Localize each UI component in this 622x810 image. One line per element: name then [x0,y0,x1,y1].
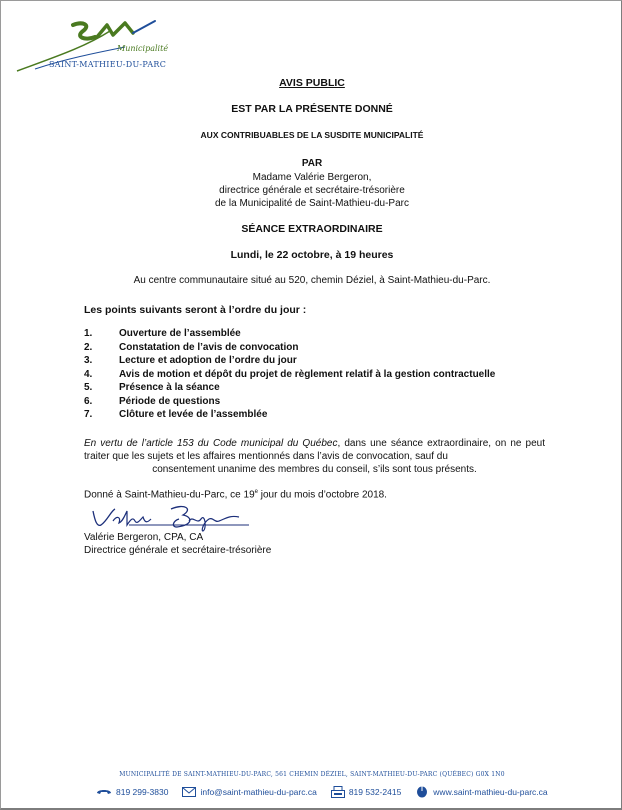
legal-text: peut traiter que les sujets et les affaires mentionnés dans l’avis de convocation, sauf du [84,438,546,462]
footer-website[interactable] [415,786,547,798]
mouse-icon [415,786,429,798]
issued-line [84,489,387,500]
agenda-item-text: Constatation de l’avis de convocation [119,341,299,353]
legal-paragraph [84,437,545,476]
agenda-item-text: Lecture et adoption de l’ordre du jour [119,355,297,366]
footer-website-text: www.saint-mathieu-du-parc.ca [433,787,548,797]
agenda-item-number: 6. [84,395,93,407]
issued-suffix: jour du mois d’octobre 2018. [258,489,387,501]
agenda-item-text: Avis de motion et dépôt du projet de règlement relatif à la gestion contractuelle [119,368,496,380]
logo-name: SAINT-MATHIEU-DU-PARC [49,60,167,69]
agenda-item-number: 7. [84,409,93,420]
municipality-logo [15,17,175,75]
sender-line: de la Municipalité de Saint-Mathieu-du-Parc [215,198,409,209]
legal-text: consentement unanime des membres du conseil, s’ils sont tous présents. [152,464,477,475]
meeting-type: SÉANCE EXTRAORDINAIRE [241,223,383,235]
sender-block [1,171,622,210]
handwritten-signature [89,501,259,533]
legal-text: , dans une séance extraordinaire, on ne [337,438,522,449]
sender-line: directrice générale et secrétaire-trésorière [219,185,405,196]
signer-name: Valérie Bergeron, CPA, CA [84,532,204,543]
footer-email[interactable] [182,787,316,797]
footer-fax-text: 819 532-2415 [348,787,402,797]
footer-contacts [96,785,562,799]
legal-reference: En vertu de l’article 153 du Code municipal du Québec [84,438,338,449]
agenda-item-number: 1. [84,328,93,339]
footer-fax [331,786,401,798]
agenda-item-number: 5. [84,382,93,393]
meeting-location: Au centre communautaire situé au 520, chemin Déziel, à Saint-Mathieu-du-Parc. [133,275,491,286]
sender-line: Madame Valérie Bergeron, [252,172,372,183]
agenda-item-text: Clôture et levée de l’assemblée [119,409,268,420]
notice-title: AVIS PUBLIC [279,77,345,89]
notice-by: PAR [301,158,323,169]
signer-title: Directrice générale et secrétaire-trésorière [84,545,272,556]
logo-subtitle: Municipalité [117,44,169,53]
footer-phone [96,787,168,797]
issued-superscript: e [254,489,258,495]
meeting-date: Lundi, le 22 octobre, à 19 heures [230,249,394,261]
signer-block [84,531,271,557]
agenda-item-text: Présence à la séance [119,382,220,393]
agenda-item-number: 2. [84,341,93,353]
issued-prefix: Donné à Saint-Mathieu-du-Parc, ce 19 [84,489,255,501]
envelope-icon [182,787,196,797]
agenda-item-text: Période de questions [119,395,221,407]
footer-email-text: info@saint-mathieu-du-parc.ca [200,787,317,797]
agenda-intro: Les points suivants seront à l’ordre du jour : [84,304,307,316]
notice-recipients: AUX CONTRIBUABLES DE LA SUSDITE MUNICIPALITÉ [200,130,424,140]
agenda-item-number: 4. [84,368,93,380]
footer-address: MUNICIPALITÉ DE SAINT-MATHIEU-DU-PARC, 561 CHEMIN DÉZIEL, SAINT-MATHIEU-DU-PARC (QUÉBEC) G0X 1N0 [119,771,505,778]
agenda-item-text: Ouverture de l’assemblée [119,328,241,339]
notice-heading: EST PAR LA PRÉSENTE DONNÉ [231,103,393,115]
phone-icon [96,787,112,797]
agenda-item-number: 3. [84,355,93,366]
fax-icon [331,786,345,798]
footer-phone-text: 819 299-3830 [116,787,169,797]
notice-title-line [1,77,622,89]
